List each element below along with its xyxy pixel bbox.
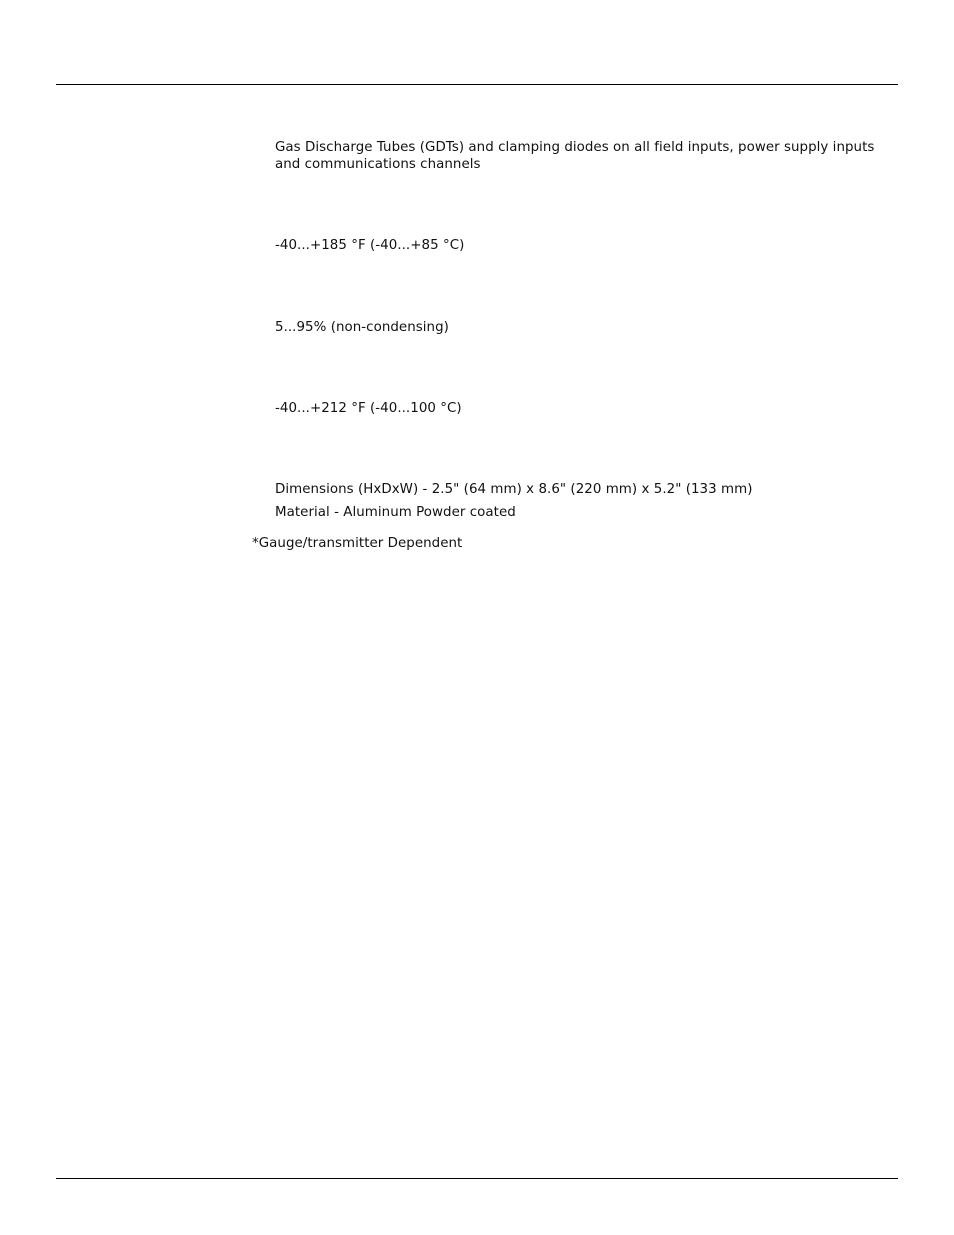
material-spec-text: Material - Aluminum Powder coated [275, 505, 516, 520]
header-rule [56, 84, 898, 85]
storage-temperature-spec-text: -40...+212 °F (-40...100 °C) [275, 401, 462, 416]
footer-rule [56, 1178, 898, 1179]
operating-temperature-spec-text: -40...+185 °F (-40...+85 °C) [275, 238, 465, 253]
humidity-spec-text: 5...95% (non-condensing) [275, 320, 449, 335]
protection-spec-text: Gas Discharge Tubes (GDTs) and clamping diodes on all field inputs, power supply inputs and communications channels [275, 140, 875, 172]
dimensions-spec-text: Dimensions (HxDxW) - 2.5" (64 mm) x 8.6" (220 mm) x 5.2" (133 mm) [275, 482, 753, 497]
footnote-text: *Gauge/transmitter Dependent [252, 536, 463, 551]
